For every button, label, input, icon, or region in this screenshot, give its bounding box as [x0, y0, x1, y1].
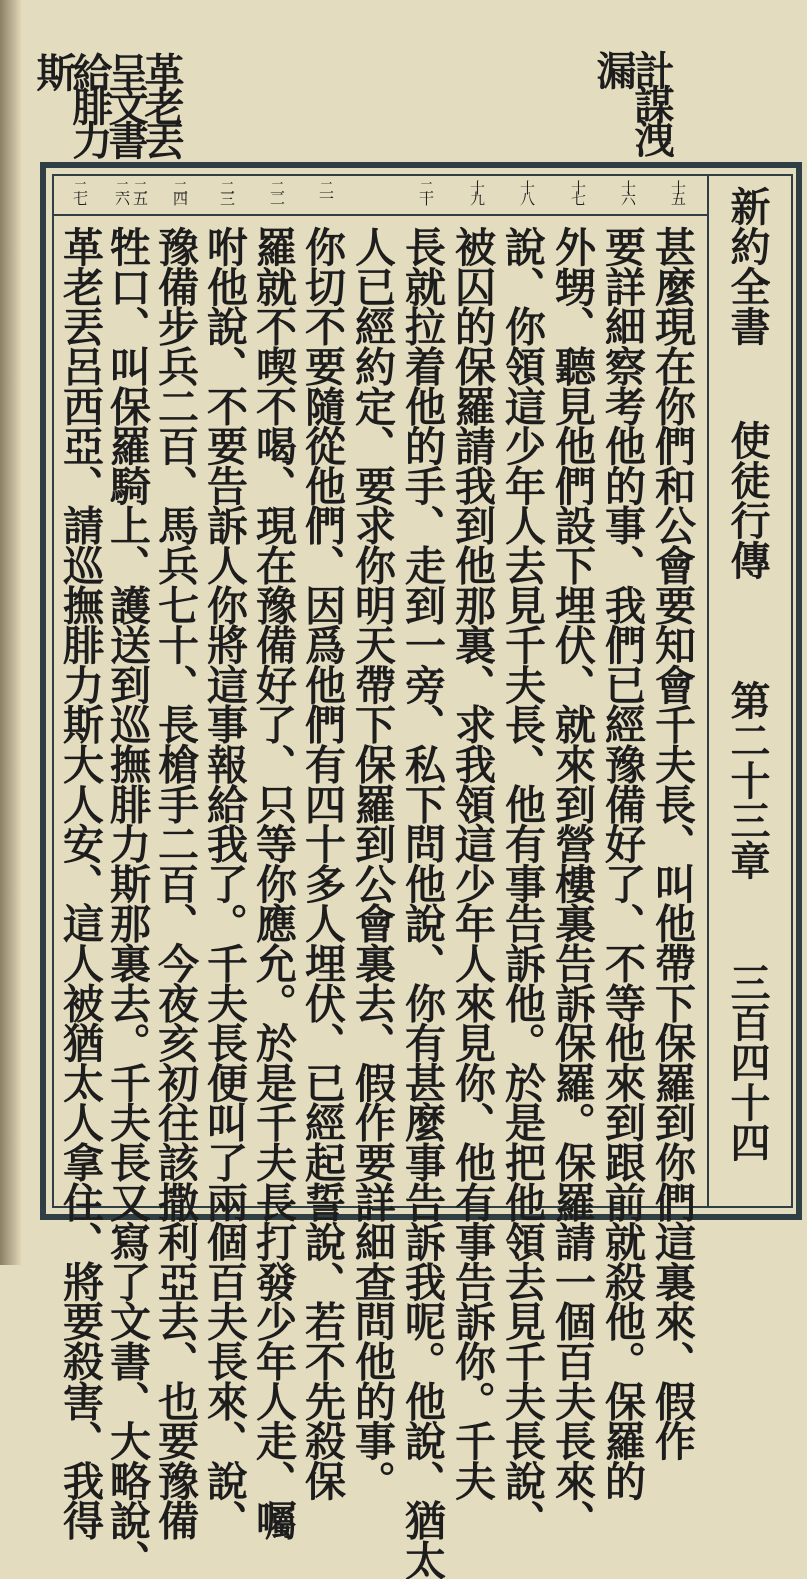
chapter-title: 第二十三章	[724, 680, 771, 880]
verse-number: 二六	[113, 180, 131, 202]
verse-number: 十五	[669, 180, 687, 202]
text-column: 牲口、叫保羅騎上、護送到巡撫腓力斯那裏去。千夫長又寫了文書、大略說、	[103, 226, 151, 1579]
verse-number: 二一	[317, 180, 335, 202]
verse-number: 二三	[218, 180, 236, 202]
verse-number: 十八	[518, 180, 536, 202]
verse-number: 二二	[268, 180, 286, 202]
text-column: 要詳細察考他的事、我們已經豫備好了、不等他來到跟前就殺他。保羅的	[598, 226, 646, 1500]
margin-note-left-3: 給腓力	[66, 52, 113, 154]
verse-number: 二四	[171, 180, 189, 202]
header-divider	[707, 174, 709, 1208]
verse-number-divider	[52, 214, 707, 216]
text-column: 被囚的保羅請我到他那裏、求我領這少年人來見你、他有事告訴你。千夫	[448, 226, 496, 1500]
section-title: 使徒行傳	[724, 420, 771, 580]
book-title: 新約全書	[724, 186, 771, 346]
page-number: 三百四十四	[724, 962, 771, 1162]
text-column: 說、你領這少年人去見千夫長、他有事告訴他。於是把他領去見千夫長說、	[498, 226, 546, 1540]
margin-note-right-2: 漏	[590, 50, 637, 84]
margin-note-left-2: 呈文書	[102, 52, 149, 154]
text-column: 豫備步兵二百、馬兵七十、長槍手二百、今夜亥初往該撒利亞去、也要豫備	[151, 226, 199, 1540]
verse-number: 二五	[131, 180, 149, 202]
text-column: 咐他說、不要告訴人你將這事報給我了。千夫長便叫了兩個百夫長來、說、	[200, 226, 248, 1540]
verse-number: 十九	[468, 180, 486, 202]
verse-number: 十七	[569, 180, 587, 202]
text-column: 革老丟呂西亞、請巡撫腓力斯大人安、這人被猶太人拿住、將要殺害、我得	[56, 226, 104, 1540]
verse-number: 二七	[71, 180, 89, 202]
text-column: 長就拉着他的手、走到一旁、私下問他說、你有甚麼事告訴我呢。他說、猶太	[398, 226, 446, 1579]
verse-number: 十六	[619, 180, 637, 202]
text-column: 外甥、聽見他們設下埋伏、就來到營樓裏告訴保羅。保羅請一個百夫長來、	[548, 226, 596, 1540]
text-column: 人已經約定、要求你明天帶下保羅到公會裏去、假作要詳細查問他的事。	[348, 226, 396, 1500]
text-column: 羅就不喫不喝、現在豫備好了、只等你應允。於是千夫長打發少年人走、囑	[249, 226, 297, 1540]
margin-note-left-1: 革老丟	[138, 52, 185, 154]
binding-gutter	[0, 0, 22, 1265]
text-column: 你切不要隨從他們、因爲他們有四十多人埋伏、已經起誓說、若不先殺保	[298, 226, 346, 1500]
verse-number: 二十	[417, 180, 435, 202]
text-column: 甚麼現在你們和公會要知會千夫長、叫他帶下保羅到你們這裏來、假作	[648, 226, 696, 1460]
margin-note-left-4: 斯	[30, 52, 77, 86]
margin-note-right-1: 計謀洩	[628, 50, 675, 152]
